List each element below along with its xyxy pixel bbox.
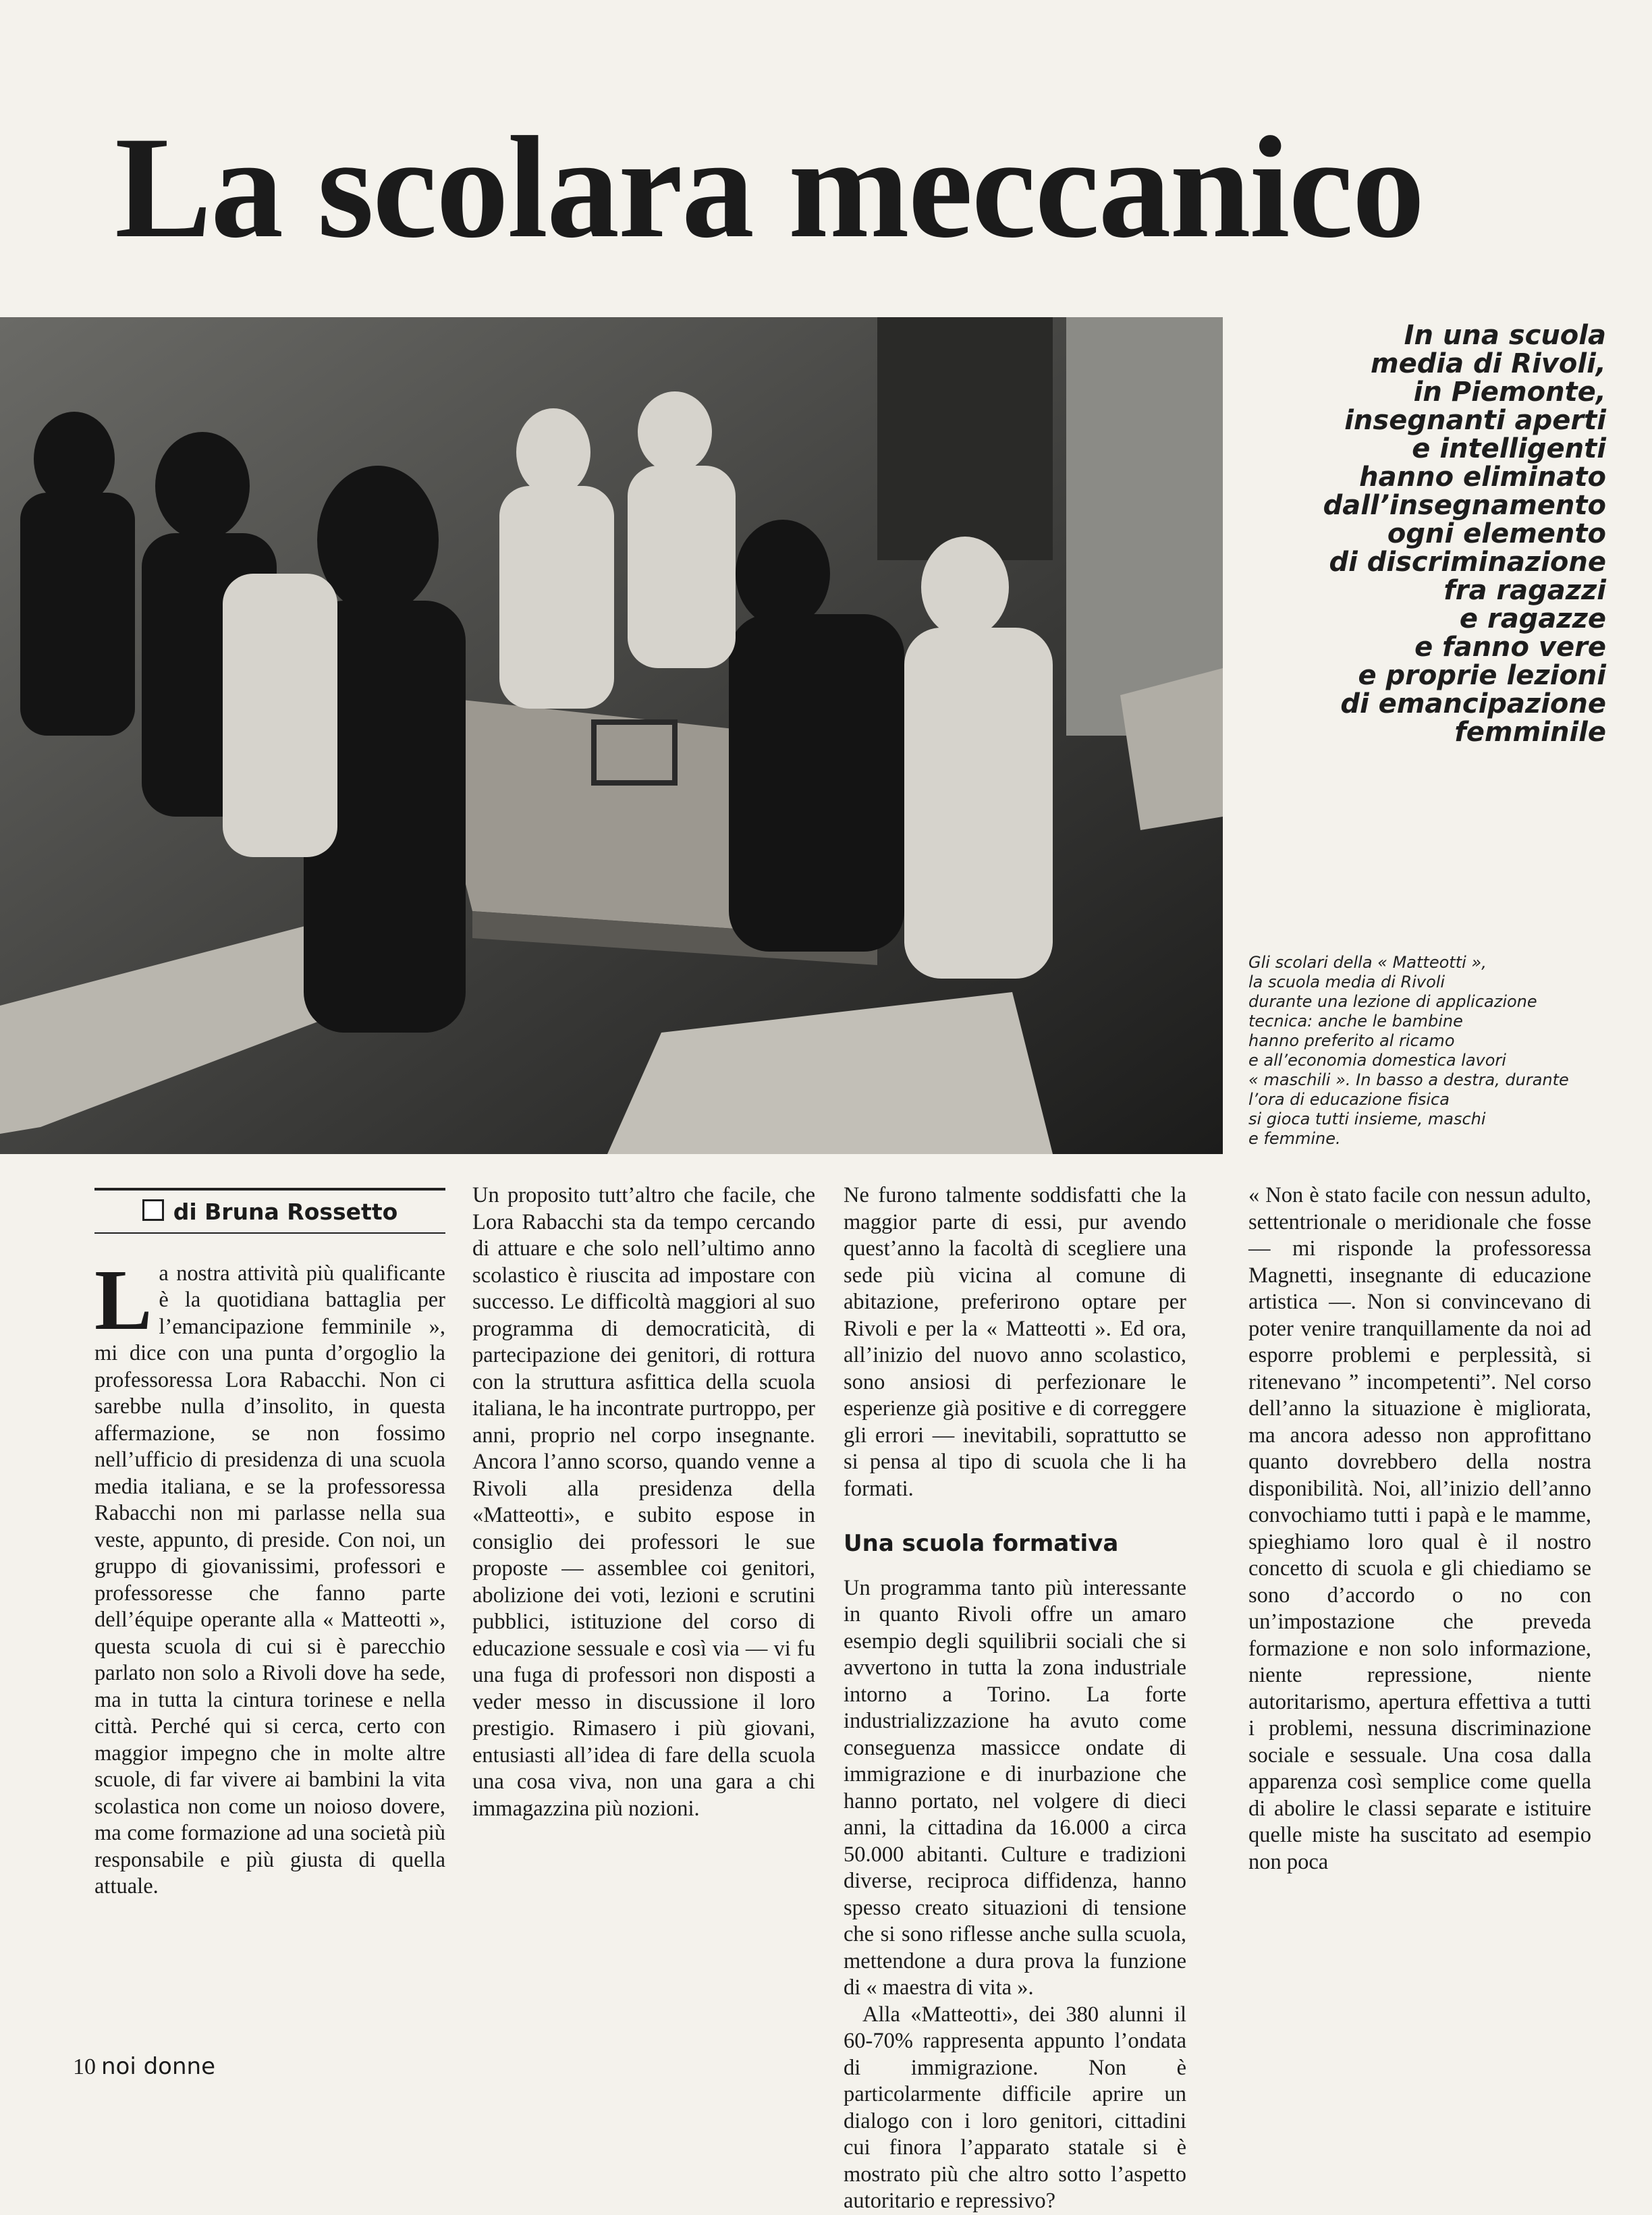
caption-line: tecnica: anche le bambine	[1248, 1012, 1463, 1031]
dropcap: L	[94, 1251, 153, 1348]
deck-line: in Piemonte,	[1413, 377, 1606, 408]
deck-line: e fanno vere	[1414, 632, 1606, 663]
deck-line: ogni elemento	[1387, 518, 1606, 549]
caption-line: si gioca tutti insieme, maschi	[1248, 1110, 1486, 1128]
photo-caption	[1248, 953, 1613, 1149]
article-paragraph: Un programma tanto più interessante in quanto Rivoli offre un amaro esempio degli squilibrii sociali che si avvertono in tutta la zona industriale intorno a Torino. La forte industrializzazione ha avuto come conseguenza massicce ondate di immigrazione e di inurbazione che hanno portato, nel volgere di dieci anni, la cittadina da 16.000 a circa 50.000 abitanti. Culture e tradizioni diverse, reciproca diffidenza, hanno spesso creato situazioni di tensione che si sono riflesse anche sulla scuola, mettendone a dura prova la funzione di « maestra di vita ».	[844, 1575, 1186, 2000]
deck-line: di discriminazione	[1329, 547, 1606, 578]
caption-line: la scuola media di Rivoli	[1248, 973, 1446, 991]
article-column-2	[472, 1182, 815, 1822]
caption-line: e all’economia domestica lavori	[1248, 1051, 1506, 1070]
headline: La scolara meccanico	[115, 107, 1424, 268]
deck-line: dall’insegnamento	[1323, 490, 1606, 521]
page-footer	[73, 2053, 215, 2080]
deck-text	[1242, 321, 1606, 746]
article-paragraph: Ne furono talmente soddisfatti che la maggior parte di essi, pur avendo quest’anno la facoltà di scegliere una sede più vicina al comune di abitazione, preferirono optare per Rivoli e per la « Matteotti ». Ed ora, all’inizio del nuovo anno scolastico, sono ansiosi di perfezionare le esperienze già positive e di correggere gli errori — inevitabili, soprattutto se si pensa al tipo di scuola che li ha formati.	[844, 1183, 1186, 1501]
byline	[94, 1188, 445, 1234]
deck-line: media di Rivoli,	[1370, 348, 1606, 379]
caption-line: e femmine.	[1248, 1129, 1341, 1148]
caption-line: Gli scolari della « Matteotti »,	[1248, 953, 1487, 972]
deck-line: insegnanti aperti	[1344, 405, 1606, 436]
subheading: Una scuola formativa	[844, 1530, 1119, 1557]
article-paragraph: « Non è stato facile con nessun adulto, settentrionale o meridionale che fosse — mi risponde la professoressa Magnetti, insegnante di educazione artistica —. Non si convincevano di poter venire tranquillamente da noi ad esporre problemi e perplessità, si ritenevano ” incompetenti”. Nel corso dell’anno la situazione è migliorata, ma ancora adesso non approfittano quanto dovrebbero della nostra disponibilità. Noi, all’inizio dell’anno convochiamo tutti i papà e le mamme, spieghiamo loro qual è il nostro concetto di scuola e gli chiediamo se sono d’accordo o no con un’impostazione che preveda formazione e non solo informazione, niente repressione, niente autoritarismo, apertura effettiva a tutti i problemi, nessuna discriminazione sociale e sessuale. Una cosa dalla apparenza così semplice come quella di abolire le classi separate e istituire quelle miste ha suscitato ad esempio non poca	[1248, 1183, 1591, 1874]
article-paragraph: Alla «Matteotti», dei 380 alunni il 60-70% rappresenta appunto l’ondata di immigrazione. Non è particolarmente difficile aprire un dialogo con i loro genitori, cittadini cui finora l’apparato statale si è mostrato più che altro sotto l’aspetto autoritario e repressivo?	[844, 2002, 1186, 2213]
classroom-photo-illustration	[0, 317, 1223, 1154]
deck-line: hanno eliminato	[1359, 462, 1606, 493]
byline-text: di Bruna Rossetto	[173, 1199, 398, 1225]
caption-line: « maschili ». In basso a destra, durante	[1248, 1070, 1569, 1089]
deck-line: e proprie lezioni	[1358, 660, 1606, 691]
magazine-name: noi donne	[101, 2053, 216, 2080]
caption-line: l’ora di educazione fisica	[1248, 1090, 1450, 1109]
classroom-photo	[0, 317, 1223, 1154]
deck-line: In una scuola	[1404, 320, 1606, 351]
deck-line: e ragazze	[1459, 603, 1606, 634]
deck-line: femminile	[1454, 717, 1606, 748]
deck-line: e intelligenti	[1412, 433, 1606, 464]
page-number: 10	[73, 2054, 96, 2079]
square-bullet-icon	[142, 1199, 164, 1221]
paragraph-text: a nostra attività più qualificante è la quotidiana battaglia per l’emancipazione femminile », mi dice con una punta d’orgoglio la professoressa Lora Rabacchi. Non ci sarebbe nulla d’insolito, in questa affermazione, se non fossimo nell’ufficio di presidenza di una scuola media italiana, e se la professoressa Rabacchi non mi parlasse nella sua veste, appunto, di preside. Con noi, un gruppo di giovanissimi, professori e professoresse che fanno parte dell’équipe operante alla « Matteotti », questa scuola di cui si è parecchio parlato non solo a Rivoli dove ha sede, ma in tutta la cintura torinese e nella città. Perché qui si cerca, certo con maggior impegno che in molte altre scuole, di far vivere ai bambini la vita scolastica non come un noioso dovere, ma come formazione ad una società più responsabile e più giusta di quella attuale.	[94, 1261, 445, 1898]
deck-line: di emancipazione	[1340, 688, 1606, 719]
caption-line: hanno preferito al ricamo	[1248, 1031, 1455, 1050]
article-column-4	[1248, 1182, 1591, 1876]
deck-line: fra ragazzi	[1443, 575, 1606, 606]
article-paragraph: Un proposito tutt’altro che facile, che Lora Rabacchi sta da tempo cercando di attuare e che solo nell’ultimo anno scolastico è riuscita ad impostare con successo. Le difficoltà maggiori al suo programma di democraticità, di partecipazione dei genitori, di rottura con la struttura asfittica della scuola italiana, le ha incontrate purtroppo, per anni, proprio nel corpo insegnante. Ancora l’anno scorso, quando venne a Rivoli alla presidenza della «Matteotti», e subito espose in consiglio dei professori le sue proposte — assemblee coi genitori, abolizione dei voti, lezioni e scrutini pubblici, istituzione del corso di educazione sessuale e così via — vi fu una fuga di professori non disposti a veder messo in discussione il loro prestigio. Rimasero i più giovani, entusiasti all’idea di fare della scuola una cosa viva, non una gara a chi immagazzina più nozioni.	[472, 1183, 815, 1821]
article-column-3	[844, 1182, 1186, 2215]
caption-line: durante una lezione di applicazione	[1248, 992, 1537, 1011]
article-paragraph	[94, 1251, 445, 1900]
article-column-1	[94, 1188, 445, 1900]
